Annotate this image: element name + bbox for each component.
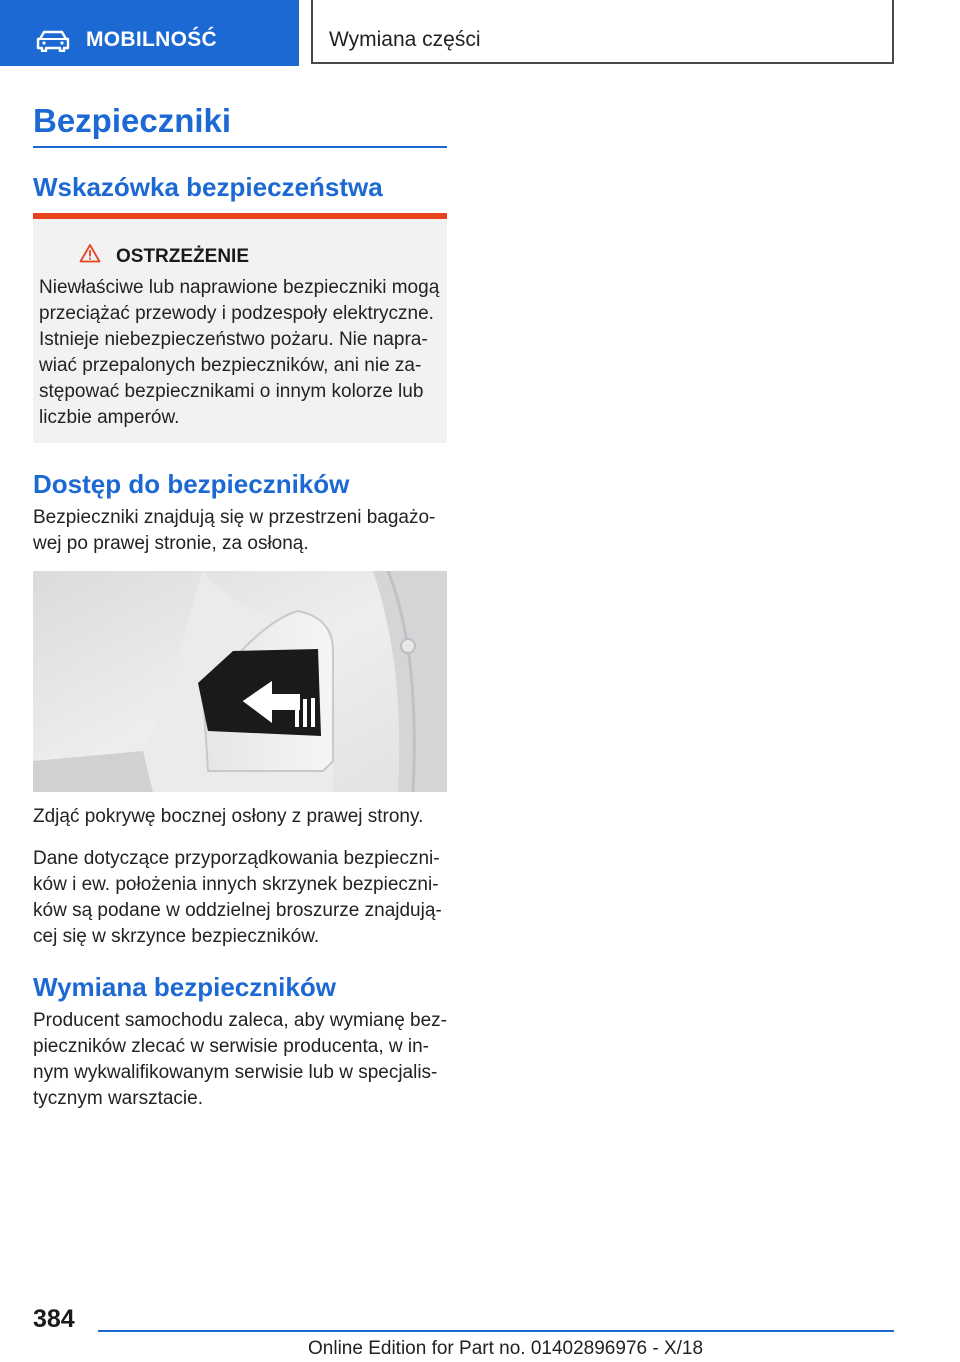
- warning-title: OSTRZEŻENIE: [116, 246, 250, 267]
- replace-heading: Wymiana bezpieczników: [33, 972, 336, 1002]
- page-title: Bezpieczniki: [33, 102, 232, 139]
- fuse-cover-photo: [33, 571, 447, 792]
- photo-caption: Zdjąć pokrywę bocznej osłony z prawej strony.: [33, 806, 424, 827]
- replace-text: Producent samochodu zaleca, aby wymianę bez- pieczników zlecać w serwisie producenta, w in- nym wykwalifikowanym serwisie lub w specjalis- tycznym warsztacie.: [33, 1010, 448, 1109]
- section-header: [311, 0, 894, 64]
- title-divider: [33, 146, 447, 148]
- warning-text: Niewłaściwe lub naprawione bezpieczniki mogą przeciążać przewody i podzespoły elektryczne. Istnieje niebezpieczeństwo pożaru. Nie napra- wiać przepalonych bezpieczników, ani nie za- stępować bezpiecznikami o innym kolorze lub liczbie amperów.: [39, 277, 440, 428]
- access-text: Bezpieczniki znajdują się w przestrzeni bagażo- wej po prawej stronie, za osłoną.: [33, 507, 436, 554]
- warning-box: [33, 213, 447, 443]
- footer-divider: [98, 1330, 894, 1332]
- chapter-tab-label: MOBILNOŚĆ: [86, 28, 218, 51]
- edition-footer: Online Edition for Part no. 01402896976 - X/18: [308, 1338, 704, 1359]
- chapter-tab[interactable]: [0, 0, 299, 66]
- page-number: 384: [33, 1305, 75, 1333]
- section-header-label: Wymiana części: [329, 28, 481, 51]
- car-icon: [36, 30, 70, 52]
- safety-heading: Wskazówka bezpieczeństwa: [33, 172, 383, 202]
- fuse-details-text: Dane dotyczące przyporządkowania bezpieczni- ków i ew. położenia innych skrzynek bezpieczni- ków są podane w oddzielnej broszurze znajdują- cej się w skrzynce bezpieczników.: [33, 848, 442, 947]
- warning-triangle-icon: [79, 243, 101, 263]
- access-heading: Dostęp do bezpieczników: [33, 469, 350, 499]
